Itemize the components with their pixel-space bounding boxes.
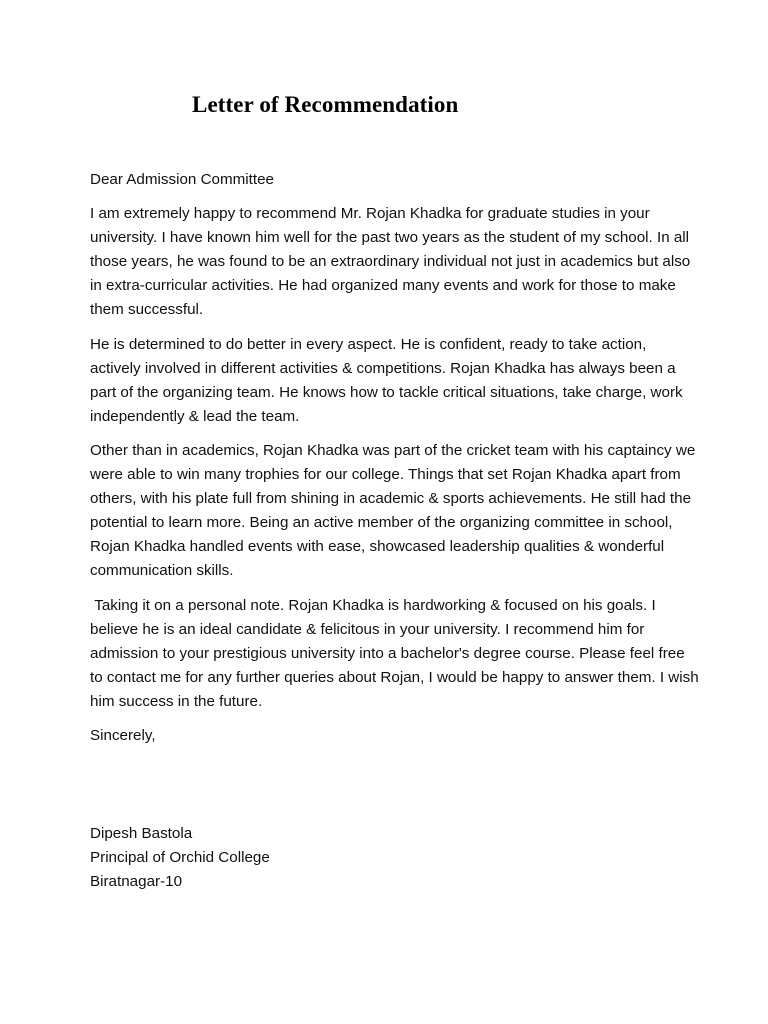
paragraph-3: Other than in academics, Rojan Khadka was part of the cricket team with his captaincy we were able to win many trophies for our college. Things that set Rojan Khadka apart from others, with his plate full from shining in academic & sports achievements. He still had the potential to learn more. Being an active member of the organizing committee in school, Rojan Khadka handled events with ease, showcased leadership qualities & wonderful communication skills. <box>90 441 696 580</box>
signer-location: Biratnagar-10 <box>90 873 183 891</box>
paragraph-2: He is determined to do better in every aspect. He is confident, ready to take action, actively involved in different activities & competitions. Rojan Khadka has always been a part of the organizing team. He knows how to tackle critical situations, take charge, work independently & lead the team. <box>90 335 683 425</box>
closing: Sincerely, <box>90 726 156 744</box>
signature-block <box>90 822 270 894</box>
signer-name: Dipesh Bastola <box>90 825 193 842</box>
paragraph-1: I am extremely happy to recommend Mr. Rojan Khadka for graduate studies in your university. I have known him well for the past two years as the student of my school. In all those years, he was found to be an extraordinary individual not just in academics but also in extra-curricular activities. He had organized many events and work for those to make them successful. <box>90 205 691 319</box>
salutation: Dear Admission Committee <box>90 171 274 188</box>
page-title: Letter of Recommendation <box>192 92 459 117</box>
letter-body <box>90 168 703 748</box>
signer-position: Principal of Orchid College <box>90 849 270 867</box>
paragraph-4: Taking it on a personal note. Rojan Khadka is hardworking & focused on his goals. I believe he is an ideal candidate & felicitous in your university. I recommend him for admission to your prestigious university into a bachelor's degree course. Please feel free to contact me for any further queries about Rojan, I would be happy to answer them. I wish him success in the future. <box>90 596 703 710</box>
